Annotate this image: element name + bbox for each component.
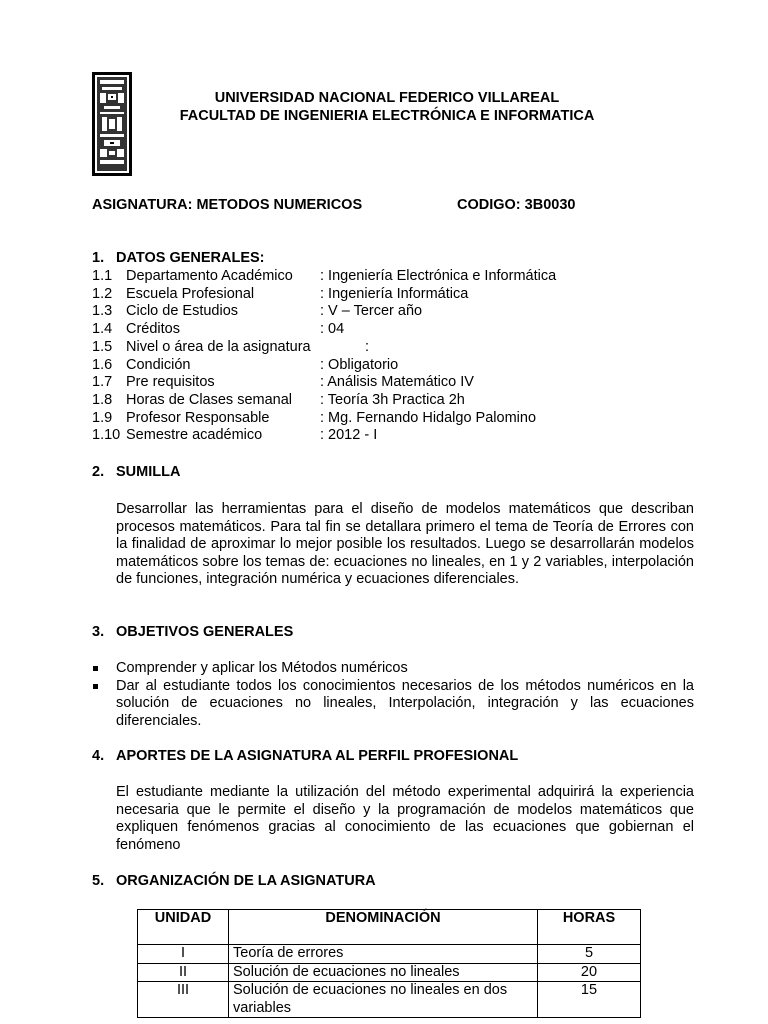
section-title: SUMILLA — [116, 464, 181, 480]
datos-row-value: : Teoría 3h Practica 2h — [320, 391, 465, 408]
section-title: DATOS GENERALES: — [116, 250, 265, 266]
datos-row-number: 1.6 — [92, 356, 113, 373]
datos-row — [92, 410, 712, 428]
bullet-square-icon — [93, 684, 98, 689]
cell-denominacion: Solución de ecuaciones no lineales en dos variables — [229, 982, 538, 1018]
datos-row-number: 1.3 — [92, 303, 113, 320]
cell-unidad: III — [138, 982, 229, 1018]
cell-denominacion: Solución de ecuaciones no lineales — [229, 963, 538, 982]
list-item-text: Dar al estudiante todos los conocimientos necesarios de los métodos numéricos en la solución de ecuaciones no lineales, Interpolación, integración y las ecuaciones diferenciales. — [116, 677, 694, 729]
cell-horas: 15 — [538, 982, 641, 1018]
datos-row-label: Condición — [126, 356, 191, 373]
subject-code: CODIGO: 3B0030 — [457, 197, 576, 213]
bullet-square-icon — [93, 666, 98, 671]
section-datos-generales — [92, 250, 265, 268]
list-item-text: Comprender y aplicar los Métodos numéricos — [116, 660, 408, 676]
header-denominacion: DENOMINACIÓN — [229, 910, 538, 945]
datos-row — [92, 339, 712, 357]
datos-row — [92, 303, 712, 321]
datos-row — [92, 286, 712, 304]
datos-row-value: : — [365, 338, 370, 355]
datos-row-value: : Análisis Matemático IV — [320, 374, 474, 391]
list-item — [92, 660, 694, 678]
table-row — [138, 963, 641, 982]
datos-row — [92, 321, 712, 339]
section-number: 1. — [92, 250, 105, 266]
datos-row-label: Créditos — [126, 321, 180, 338]
datos-row-label: Profesor Responsable — [126, 409, 270, 426]
section-title: APORTES DE LA ASIGNATURA AL PERFIL PROFESIONAL — [116, 748, 519, 764]
datos-row-label: Pre requisitos — [126, 374, 215, 391]
cell-unidad: I — [138, 945, 229, 964]
section-title: ORGANIZACIÓN DE LA ASIGNATURA — [116, 873, 376, 889]
objetivos-list — [92, 660, 694, 730]
datos-row-number: 1.1 — [92, 268, 113, 284]
table-header-row — [138, 910, 641, 945]
list-item — [92, 678, 694, 731]
datos-row-value: : V – Tercer año — [320, 303, 423, 320]
datos-row-number: 1.7 — [92, 374, 113, 391]
cell-horas: 5 — [538, 945, 641, 964]
datos-row — [92, 268, 712, 286]
sumilla-text: Desarrollar las herramientas para el diseño de modelos matemáticos que describan procesos matemáticos. Para tal fin se detallara primero el tema de Teoría de Errores con la finalidad de aproximar lo mejor posible los resultados. Luego se desarrollarán modelos matemáticos sobre los temas de: ecuaciones no lineales, en 1 y 2 variables, interpolación de funciones, integración numérica y ecuaciones diferenciales. — [116, 501, 694, 588]
header-unidad: UNIDAD — [138, 910, 229, 945]
section-sumilla — [92, 464, 180, 482]
datos-row-label: Nivel o área de la asignatura — [126, 338, 311, 355]
cell-denominacion: Teoría de errores — [229, 945, 538, 964]
datos-row — [92, 357, 712, 375]
units-table — [137, 909, 641, 1018]
section-aportes — [92, 748, 518, 766]
subject-title: ASIGNATURA: METODOS NUMERICOS — [92, 197, 363, 213]
faculty-name: FACULTAD DE INGENIERIA ELECTRÓNICA E INFORMATICA — [179, 108, 595, 124]
datos-row — [92, 427, 712, 445]
datos-row-value: : 04 — [320, 321, 345, 338]
datos-row-number: 1.8 — [92, 391, 113, 408]
section-number: 3. — [92, 624, 105, 640]
datos-row-label: Horas de Clases semanal — [126, 391, 293, 408]
section-number: 5. — [92, 873, 105, 889]
datos-row-label: Ciclo de Estudios — [126, 303, 239, 320]
datos-row-label: Escuela Profesional — [126, 285, 255, 302]
datos-row-number: 1.2 — [92, 285, 113, 302]
datos-row-value: : Ingeniería Electrónica e Informática — [320, 268, 557, 284]
datos-row — [92, 392, 712, 410]
datos-row-label: Semestre académico — [126, 427, 263, 444]
datos-row-number: 1.9 — [92, 409, 113, 426]
cell-horas: 20 — [538, 963, 641, 982]
section-number: 4. — [92, 748, 105, 764]
aportes-text: El estudiante mediante la utilización del método experimental adquirirá la experiencia necesaria que le permite el diseño y la programación de modelos matemáticos que expliquen fenómenos gracias al conocimiento de las ecuaciones que gobiernan el fenómeno — [116, 784, 694, 853]
university-name: UNIVERSIDAD NACIONAL FEDERICO VILLAREAL — [214, 90, 560, 106]
datos-row-value: : 2012 - I — [320, 427, 378, 444]
table-row — [138, 945, 641, 964]
section-objetivos — [92, 624, 293, 642]
datos-row-number: 1.10 — [92, 427, 121, 444]
cell-unidad: II — [138, 963, 229, 982]
datos-row — [92, 374, 712, 392]
table-row — [138, 982, 641, 1018]
datos-row-value: : Obligatorio — [320, 356, 399, 373]
datos-row-label: Departamento Académico — [126, 268, 293, 284]
section-number: 2. — [92, 464, 105, 480]
datos-row-number: 1.5 — [92, 338, 113, 355]
datos-row-value: : Mg. Fernando Hidalgo Palomino — [320, 409, 537, 426]
section-title: OBJETIVOS GENERALES — [116, 624, 294, 640]
datos-row-value: : Ingeniería Informática — [320, 285, 469, 302]
section-organizacion — [92, 873, 376, 891]
header-horas: HORAS — [538, 910, 641, 945]
datos-row-number: 1.4 — [92, 321, 113, 338]
